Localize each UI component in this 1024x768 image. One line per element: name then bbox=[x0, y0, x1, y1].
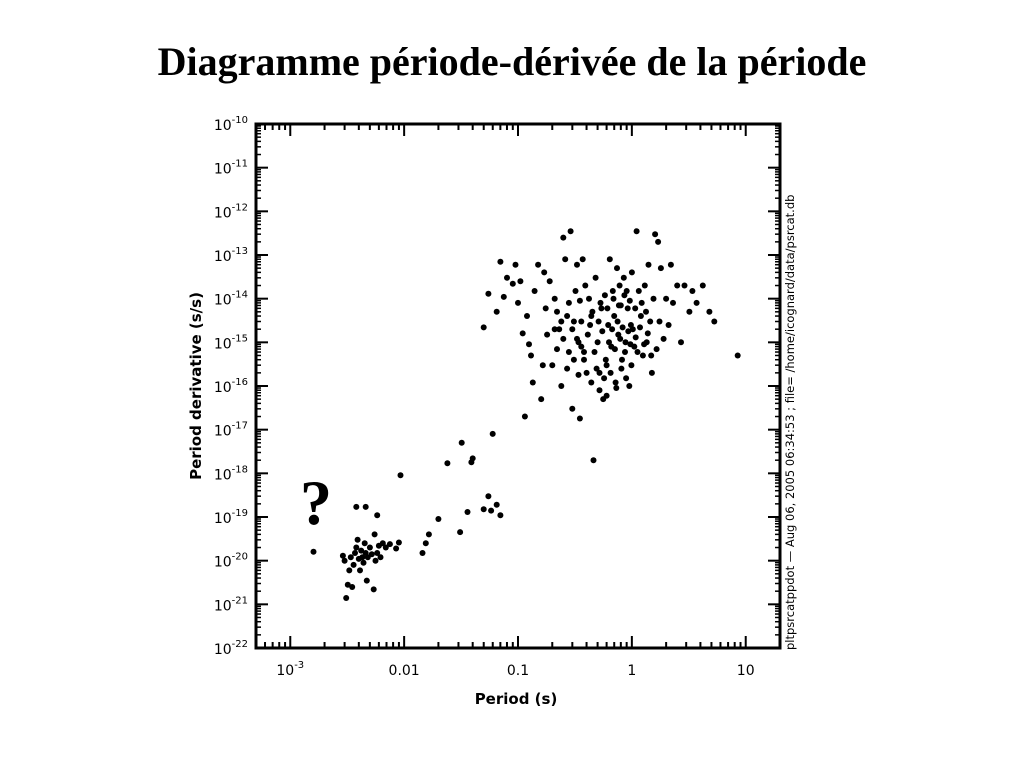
data-point bbox=[613, 385, 619, 391]
data-point bbox=[569, 406, 575, 412]
data-point bbox=[353, 504, 359, 510]
data-point bbox=[645, 330, 651, 336]
data-point bbox=[372, 531, 378, 537]
data-point bbox=[643, 309, 649, 315]
data-point bbox=[571, 319, 577, 325]
y-tick-labels bbox=[214, 115, 248, 658]
question-mark-annotation: ? bbox=[300, 467, 332, 538]
data-point bbox=[604, 305, 610, 311]
data-point bbox=[351, 562, 357, 568]
data-point bbox=[591, 457, 597, 463]
y-tick-label: $10^{-16}$ bbox=[213, 377, 248, 396]
data-point bbox=[490, 431, 496, 437]
data-point bbox=[655, 239, 661, 245]
data-point bbox=[362, 540, 368, 546]
data-point bbox=[607, 256, 613, 262]
data-point bbox=[485, 493, 491, 499]
data-point bbox=[426, 531, 432, 537]
data-point bbox=[369, 551, 375, 557]
data-point bbox=[586, 296, 592, 302]
y-tick-label: $10^{-20}$ bbox=[213, 551, 248, 571]
data-point bbox=[581, 357, 587, 363]
data-point bbox=[459, 440, 465, 446]
data-point bbox=[593, 275, 599, 281]
data-point bbox=[635, 349, 641, 355]
data-point bbox=[627, 298, 633, 304]
data-point bbox=[538, 396, 544, 402]
data-point bbox=[554, 346, 560, 352]
data-point bbox=[625, 305, 631, 311]
data-point bbox=[596, 319, 602, 325]
data-point bbox=[689, 288, 695, 294]
x-tick-label: 0.01 bbox=[388, 663, 420, 679]
data-point bbox=[361, 560, 367, 566]
data-point bbox=[639, 300, 645, 306]
data-point bbox=[497, 259, 503, 265]
data-point bbox=[494, 309, 500, 315]
data-point bbox=[343, 595, 349, 601]
plot-frame bbox=[256, 124, 780, 648]
data-point bbox=[543, 305, 549, 311]
data-point bbox=[363, 504, 369, 510]
data-point bbox=[470, 455, 476, 461]
data-point bbox=[549, 362, 555, 368]
data-point bbox=[626, 383, 632, 389]
data-point bbox=[584, 370, 590, 376]
data-point bbox=[657, 319, 663, 325]
data-point bbox=[444, 460, 450, 466]
data-point bbox=[423, 540, 429, 546]
data-point bbox=[617, 283, 623, 289]
data-point bbox=[581, 349, 587, 355]
data-point bbox=[652, 231, 658, 237]
data-point bbox=[614, 265, 620, 271]
data-point bbox=[571, 357, 577, 363]
data-point bbox=[560, 235, 566, 241]
data-point bbox=[632, 305, 638, 311]
data-point bbox=[668, 262, 674, 268]
data-point bbox=[628, 362, 634, 368]
data-point bbox=[686, 309, 692, 315]
data-point bbox=[622, 349, 628, 355]
footer-text: pltpsrcatppdot — Aug 06, 2005 06:34:53 ; file= /home/icognard/data/psrcat.db bbox=[783, 194, 797, 650]
data-point bbox=[387, 541, 393, 547]
y-tick-label: $10^{-14}$ bbox=[213, 289, 248, 309]
data-point bbox=[566, 349, 572, 355]
data-point bbox=[364, 578, 370, 584]
data-point bbox=[658, 265, 664, 271]
data-point bbox=[670, 300, 676, 306]
data-point bbox=[613, 380, 619, 386]
data-point bbox=[630, 326, 636, 332]
data-point bbox=[621, 275, 627, 281]
data-point bbox=[682, 283, 688, 289]
data-point bbox=[435, 516, 441, 522]
data-point bbox=[648, 353, 654, 359]
data-point bbox=[355, 537, 361, 543]
data-point bbox=[564, 366, 570, 372]
data-point bbox=[396, 540, 402, 546]
data-point bbox=[504, 275, 510, 281]
x-tick-labels bbox=[276, 660, 754, 679]
data-point bbox=[642, 283, 648, 289]
data-point bbox=[578, 344, 584, 350]
data-point bbox=[623, 375, 629, 381]
data-point bbox=[577, 298, 583, 304]
data-point bbox=[530, 380, 536, 386]
data-point bbox=[610, 288, 616, 294]
data-point bbox=[562, 256, 568, 262]
data-point bbox=[627, 341, 633, 347]
data-point bbox=[597, 387, 603, 393]
data-point bbox=[510, 281, 516, 287]
data-point bbox=[367, 545, 373, 551]
data-point bbox=[541, 269, 547, 275]
y-tick-label: $10^{-22}$ bbox=[213, 639, 248, 658]
data-point bbox=[618, 366, 624, 372]
data-point bbox=[601, 375, 607, 381]
data-point bbox=[735, 353, 741, 359]
data-point bbox=[594, 366, 600, 372]
x-tick-label: 0.1 bbox=[506, 663, 530, 679]
data-point bbox=[374, 512, 380, 518]
data-point bbox=[595, 339, 601, 345]
data-point bbox=[522, 414, 528, 420]
data-point bbox=[535, 262, 541, 268]
y-axis-label: Period derivative (s/s) bbox=[187, 292, 205, 480]
slide-title: Diagramme période-dérivée de la période bbox=[157, 39, 867, 84]
data-point bbox=[494, 502, 500, 508]
data-point bbox=[633, 334, 639, 340]
data-point bbox=[638, 313, 644, 319]
data-point bbox=[646, 262, 652, 268]
data-point bbox=[560, 336, 566, 342]
data-point bbox=[634, 228, 640, 234]
data-point bbox=[636, 288, 642, 294]
data-point bbox=[501, 294, 507, 300]
data-point bbox=[520, 330, 526, 336]
y-tick-label: $10^{-15}$ bbox=[213, 333, 248, 353]
data-point bbox=[578, 319, 584, 325]
data-point bbox=[637, 324, 643, 330]
data-point bbox=[573, 288, 579, 294]
data-point bbox=[488, 508, 494, 514]
data-point bbox=[357, 567, 363, 573]
data-point bbox=[373, 558, 379, 564]
y-tick-label: $10^{-12}$ bbox=[213, 202, 248, 222]
data-point bbox=[515, 300, 521, 306]
data-point bbox=[611, 296, 617, 302]
y-tick-label: $10^{-21}$ bbox=[213, 595, 248, 615]
data-point bbox=[558, 319, 564, 325]
data-point bbox=[568, 228, 574, 234]
data-point bbox=[611, 313, 617, 319]
data-point bbox=[641, 341, 647, 347]
x-tick-label: 10 bbox=[736, 663, 755, 679]
data-point bbox=[552, 326, 558, 332]
data-point bbox=[497, 512, 503, 518]
data-point bbox=[694, 300, 700, 306]
data-point bbox=[587, 322, 593, 328]
data-point bbox=[569, 326, 575, 332]
data-point bbox=[602, 292, 608, 298]
data-point bbox=[706, 309, 712, 315]
data-point bbox=[604, 393, 610, 399]
data-point bbox=[612, 346, 618, 352]
axis-ticks bbox=[256, 124, 780, 648]
data-point bbox=[371, 586, 377, 592]
data-point bbox=[603, 357, 609, 363]
data-point bbox=[619, 357, 625, 363]
data-point bbox=[599, 328, 605, 334]
data-point bbox=[606, 339, 612, 345]
x-axis-label: Period (s) bbox=[474, 690, 558, 708]
y-tick-label: $10^{-11}$ bbox=[213, 158, 248, 178]
data-point bbox=[585, 332, 591, 338]
data-point bbox=[588, 380, 594, 386]
data-point bbox=[352, 550, 358, 556]
y-tick-label: $10^{-18}$ bbox=[213, 464, 248, 484]
data-point bbox=[526, 341, 532, 347]
data-point bbox=[540, 362, 546, 368]
data-point bbox=[547, 278, 553, 284]
data-point bbox=[566, 300, 572, 306]
data-point bbox=[311, 549, 317, 555]
y-tick-label: $10^{-10}$ bbox=[213, 115, 248, 134]
data-point bbox=[711, 319, 717, 325]
data-point bbox=[576, 372, 582, 378]
data-point bbox=[592, 349, 598, 355]
data-point bbox=[481, 506, 487, 512]
y-tick-label: $10^{-17}$ bbox=[213, 420, 248, 440]
data-point bbox=[346, 567, 352, 573]
data-point bbox=[517, 278, 523, 284]
data-points bbox=[311, 228, 741, 601]
data-point bbox=[609, 326, 615, 332]
data-point bbox=[457, 529, 463, 535]
data-point bbox=[564, 313, 570, 319]
data-point bbox=[580, 256, 586, 262]
data-point bbox=[604, 362, 610, 368]
data-point bbox=[481, 324, 487, 330]
data-point bbox=[574, 336, 580, 342]
data-point bbox=[651, 296, 657, 302]
data-point bbox=[513, 262, 519, 268]
data-point bbox=[554, 309, 560, 315]
data-point bbox=[465, 509, 471, 515]
data-point bbox=[524, 313, 530, 319]
data-point bbox=[398, 472, 404, 478]
data-point bbox=[649, 370, 655, 376]
data-point bbox=[558, 383, 564, 389]
data-point bbox=[528, 353, 534, 359]
data-point bbox=[574, 262, 580, 268]
data-point bbox=[598, 305, 604, 311]
data-point bbox=[617, 336, 623, 342]
data-point bbox=[577, 416, 583, 422]
data-point bbox=[598, 300, 604, 306]
data-point bbox=[700, 283, 706, 289]
data-point bbox=[420, 550, 426, 556]
data-point bbox=[661, 336, 667, 342]
y-tick-label: $10^{-13}$ bbox=[213, 246, 248, 265]
data-point bbox=[589, 309, 595, 315]
data-point bbox=[663, 296, 669, 302]
data-point bbox=[544, 332, 550, 338]
data-point bbox=[620, 324, 626, 330]
data-point bbox=[615, 319, 621, 325]
x-tick-label: 1 bbox=[627, 663, 637, 679]
data-point bbox=[378, 554, 384, 560]
data-point bbox=[485, 291, 491, 297]
data-point bbox=[532, 288, 538, 294]
data-point bbox=[674, 283, 680, 289]
data-point bbox=[616, 302, 622, 308]
data-point bbox=[666, 322, 672, 328]
data-point bbox=[349, 584, 355, 590]
data-point bbox=[342, 558, 348, 564]
data-point bbox=[678, 339, 684, 345]
data-point bbox=[608, 370, 614, 376]
data-point bbox=[621, 292, 627, 298]
y-tick-label: $10^{-19}$ bbox=[213, 508, 248, 527]
data-point bbox=[640, 353, 646, 359]
data-point bbox=[647, 319, 653, 325]
data-point bbox=[582, 283, 588, 289]
data-point bbox=[654, 346, 660, 352]
data-point bbox=[393, 546, 399, 552]
data-point bbox=[629, 269, 635, 275]
x-tick-label: $10^{-3}$ bbox=[276, 660, 305, 679]
data-point bbox=[552, 296, 558, 302]
